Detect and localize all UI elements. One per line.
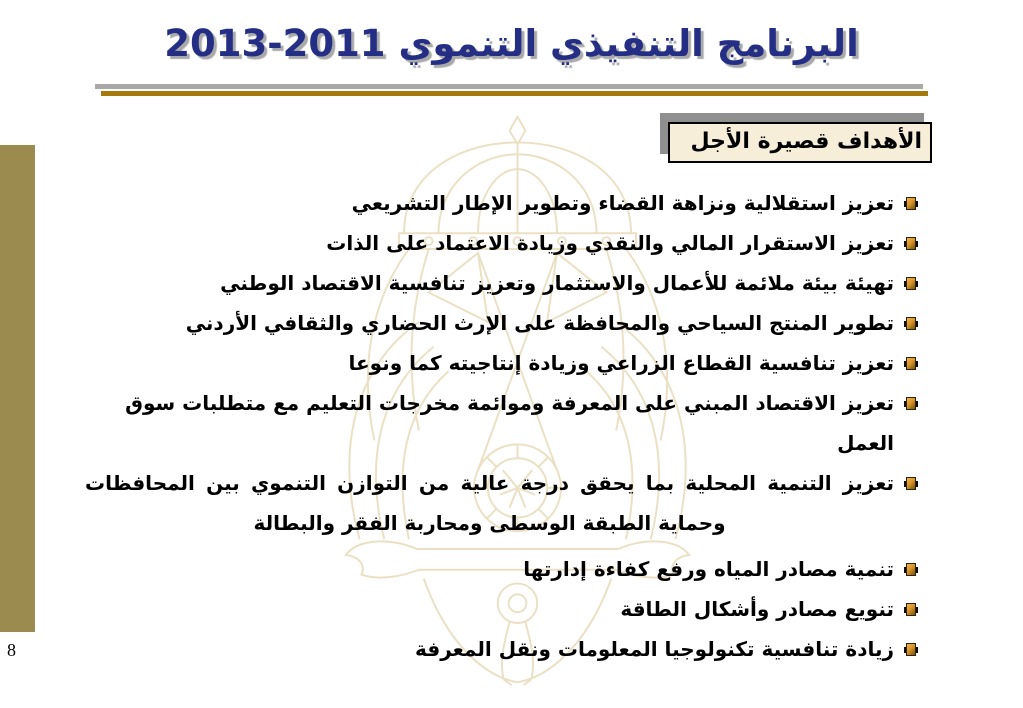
objective-item <box>85 629 918 669</box>
square-bullet-icon <box>904 476 918 491</box>
square-bullet-icon <box>904 356 918 371</box>
section-header-label: الأهداف قصيرة الأجل <box>690 129 922 154</box>
objective-item <box>85 263 918 303</box>
square-bullet-icon <box>904 236 918 251</box>
objective-item <box>85 343 918 383</box>
objective-item <box>85 183 918 223</box>
objective-text: تعزيز الاقتصاد المبني على المعرفة وموائمة مخرجات التعليم مع متطلبات سوق العمل <box>125 391 894 455</box>
objective-text: تنمية مصادر المياه ورفع كفاءة إدارتها <box>523 557 894 581</box>
objective-text: تهيئة بيئة ملائمة للأعمال والاستثمار وتعزيز تنافسية الاقتصاد الوطني <box>220 271 894 295</box>
square-bullet-icon <box>904 642 918 657</box>
section-header-box <box>668 122 932 163</box>
objective-item <box>85 463 918 543</box>
square-bullet-icon <box>904 196 918 211</box>
title-rule-gray <box>95 84 923 89</box>
objective-text: تعزيز الاستقرار المالي والنقدي وزيادة الاعتماد على الذات <box>326 231 894 255</box>
objective-text: تعزيز تنافسية القطاع الزراعي وزيادة إنتاجيته كما ونوعا <box>348 351 894 375</box>
objective-text: تنويع مصادر وأشكال الطاقة <box>620 597 894 621</box>
slide-title: البرنامج التنفيذي التنموي 2011-2013 <box>164 22 859 65</box>
objective-item <box>85 549 918 589</box>
square-bullet-icon <box>904 276 918 291</box>
objective-item <box>85 303 918 343</box>
objective-item <box>85 383 918 463</box>
square-bullet-icon <box>904 396 918 411</box>
objective-item <box>85 223 918 263</box>
left-accent-bar <box>0 145 35 632</box>
square-bullet-icon <box>904 562 918 577</box>
objective-text: تعزيز استقلالية ونزاهة القضاء وتطوير الإطار التشريعي <box>351 191 894 215</box>
objective-text: زيادة تنافسية تكنولوجيا المعلومات ونقل المعرفة <box>415 637 894 661</box>
square-bullet-icon <box>904 316 918 331</box>
page-number: 8 <box>7 640 16 660</box>
objective-text: تطوير المنتج السياحي والمحافظة على الإرث الحضاري والثقافي الأردني <box>185 311 894 335</box>
title-rule-gold <box>101 91 928 96</box>
objectives-list <box>85 183 918 669</box>
square-bullet-icon <box>904 602 918 617</box>
objective-item <box>85 589 918 629</box>
objective-text: تعزيز التنمية المحلية بما يحقق درجة عالية من التوازن التنموي بين المحافظات وحماية الطبقة الوسطى ومحاربة الفقر والبطالة <box>85 471 894 535</box>
